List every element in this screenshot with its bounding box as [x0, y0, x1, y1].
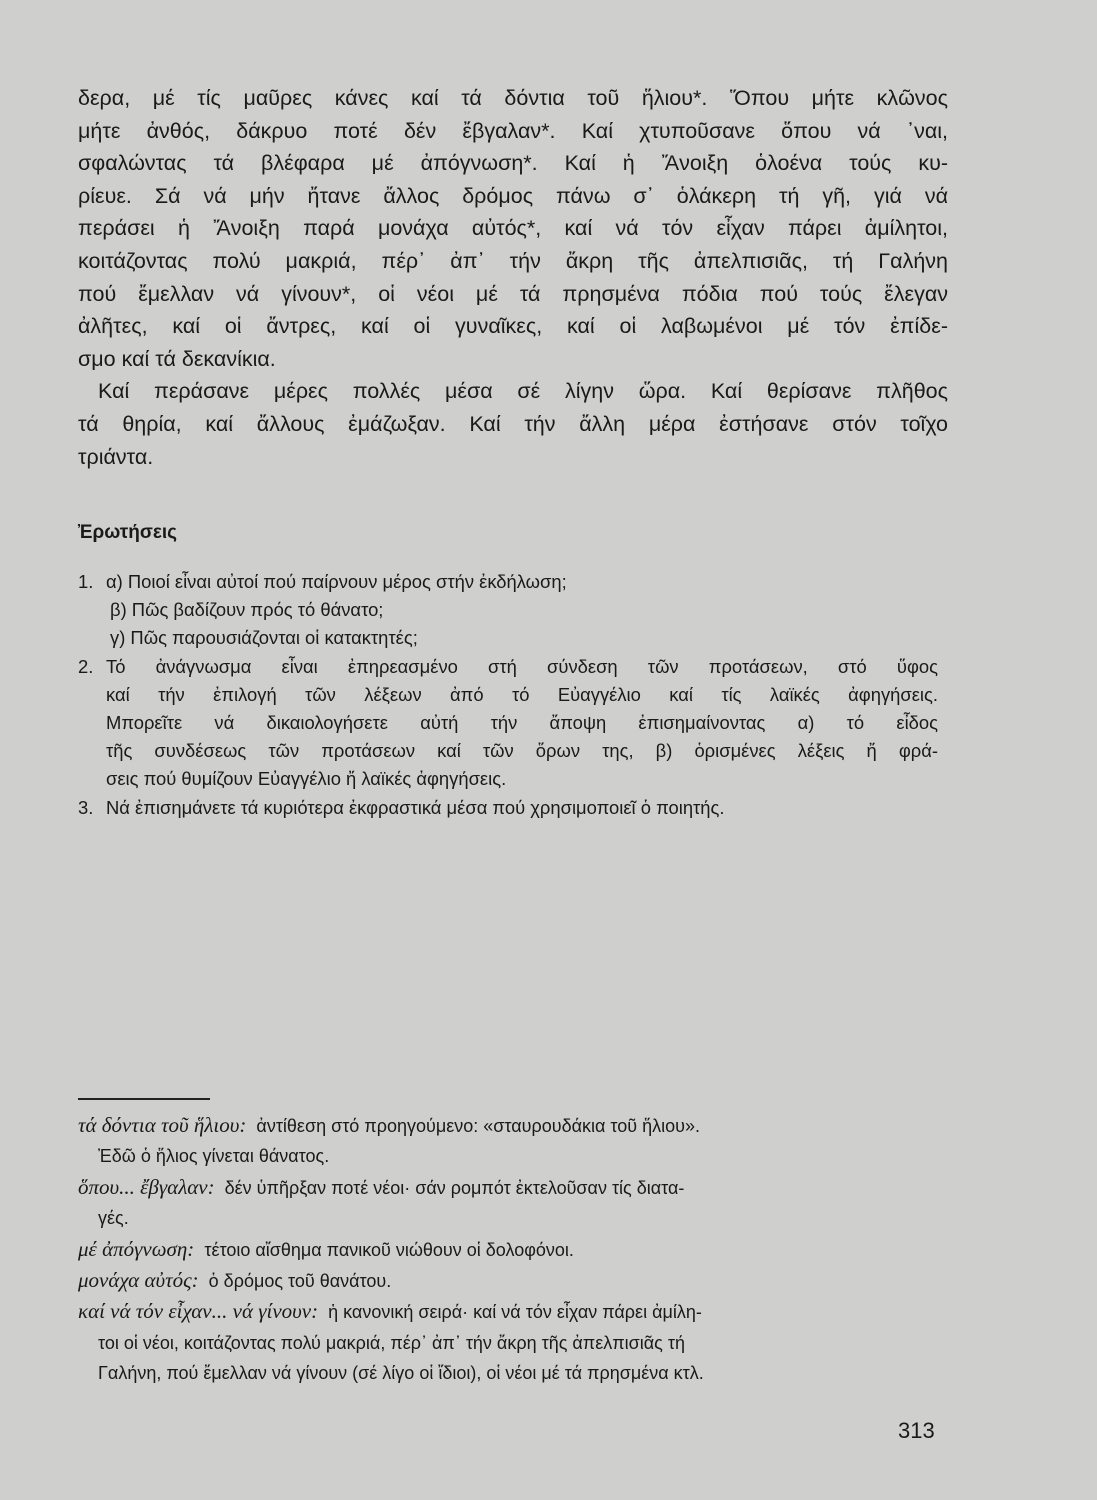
text-line: κοιτάζοντας πολύ μακριά, πέρ᾽ ἀπ᾽ τήν ἄκρη τῆς ἀπελπισιᾶς, τή Γαλήνη	[78, 248, 948, 273]
question-number: 3.	[78, 796, 94, 818]
text-line: ρίευε. Σά νά μήν ἤτανε ἄλλος δρόμος πάνω σ᾽ ὁλάκερη τή γῆ, γιά νά	[78, 183, 948, 208]
text-line: τά θηρία, καί ἄλλους ἐμάζωξαν. Καί τήν ἄλλη μέρα ἐστήσανε στόν τοῖχο	[78, 411, 948, 436]
footnote-term: μονάχα αὐτός:	[78, 1268, 199, 1293]
question-2-line: Μπορεῖτε νά δικαιολογήσετε αὐτή τήν ἄποψη ἐπισημαίνοντας α) τό εἶδος	[106, 712, 938, 734]
footnote-text: τέτοιο αἴσθημα πανικοῦ νιώθουν οἱ δολοφόνοι.	[204, 1239, 574, 1260]
text-line: πού ἔμελλαν νά γίνουν*, οἱ νέοι μέ τά πρησμένα πόδια πού τούς ἔλεγαν	[78, 281, 948, 306]
footnote	[78, 1172, 948, 1203]
footnote	[78, 1234, 948, 1265]
question-number: 2.	[78, 655, 94, 677]
question-2-line: σεις πού θυμίζουν Εὐαγγέλιο ἤ λαϊκές ἀφηγήσεις.	[106, 768, 507, 790]
footnote-text: τοι οἱ νέοι, κοιτάζοντας πολύ μακριά, πέρ᾽ ἀπ᾽ τήν ἄκρη τῆς ἀπελπισιᾶς τή	[98, 1332, 685, 1353]
question-2	[78, 653, 938, 681]
footnote-text: ἡ κανονική σειρά· καί νά τόν εἶχαν πάρει ἀμίλη-	[328, 1302, 702, 1323]
footnotes	[78, 1110, 948, 1389]
questions-heading: Ἐρωτήσεις	[78, 522, 178, 543]
text-line: τριάντα.	[78, 444, 154, 469]
question-2-line: Τό ἀνάγνωσμα εἶναι ἐπηρεασμένο στή σύνδεση τῶν προτάσεων, στό ὕφος	[106, 655, 938, 677]
footnote-text: Ἐδῶ ὁ ἥλιος γίνεται θάνατος.	[98, 1146, 330, 1167]
question-number: 1.	[78, 571, 94, 592]
footnote-text: Γαλήνη, πού ἔμελλαν νά γίνουν (σέ λίγο οἱ ἴδιοι), οἱ νέοι μέ τά πρησμένα κτλ.	[98, 1363, 704, 1384]
footnote-text: δέν ὑπῆρξαν ποτέ νέοι· σάν ρομπότ ἐκτελοῦσαν τίς διατα-	[224, 1177, 685, 1198]
text-line: σφαλώντας τά βλέφαρα μέ ἀπόγνωση*. Καί ἡ Ἄνοιξη ὁλοένα τούς κυ-	[78, 151, 948, 176]
question-1b: β) Πῶς βαδίζουν πρός τό θάνατο;	[110, 599, 384, 621]
text-line: μήτε ἀνθός, δάκρυο ποτέ δέν ἔβγαλαν*. Καί χτυποῦσανε ὅπου νά ᾽ναι,	[78, 118, 948, 143]
footnote-term: καί νά τόν εἶχαν... νά γίνουν:	[78, 1299, 319, 1324]
footnote	[78, 1265, 948, 1296]
question-3	[78, 794, 938, 822]
footnote-term: τά δόντια τοῦ ἥλιου:	[78, 1113, 247, 1137]
main-text	[78, 82, 948, 473]
question-2-line: καί τήν ἐπιλογή τῶν λέξεων ἀπό τό Εὐαγγέλιο καί τίς λαϊκές ἀφηγήσεις.	[106, 683, 938, 705]
text-line: ἀλῆτες, καί οἱ ἄντρες, καί οἱ γυναῖκες, καί οἱ λαβωμένοι μέ τόν ἐπίδε-	[78, 314, 948, 339]
footnote-divider	[78, 1098, 210, 1100]
footnote	[78, 1110, 948, 1141]
footnote-text: ὁ δρόμος τοῦ θανάτου.	[208, 1271, 392, 1292]
footnote-text: ἀντίθεση στό προηγούμενο: «σταυρουδάκια τοῦ ἥλιου».	[256, 1116, 700, 1136]
text-line: δερα, μέ τίς μαῦρες κάνες καί τά δόντια τοῦ ἥλιου*. Ὅπου μήτε κλῶνος	[78, 86, 948, 110]
text-line: περάσει ἡ Ἄνοιξη παρά μονάχα αὐτός*, καί νά τόν εἶχαν πάρει ἀμίλητοι,	[78, 216, 948, 241]
footnote-term: ὅπου... ἔβγαλαν:	[78, 1174, 215, 1199]
text-line: σμο καί τά δεκανίκια.	[78, 346, 276, 371]
page-number: 313	[898, 1418, 935, 1443]
question-3-text: Νά ἐπισημάνετε τά κυριότερα ἐκφραστικά μέσα πού χρησιμοποιεῖ ὁ ποιητής.	[106, 796, 725, 818]
question-2-line: τῆς συνδέσεως τῶν προτάσεων καί τῶν ὅρων της, β) ὁρισμένες λέξεις ἤ φρά-	[106, 740, 938, 762]
question-1	[78, 568, 938, 596]
text-line: Καί περάσανε μέρες πολλές μέσα σέ λίγην ὥρα. Καί θερίσανε πλῆθος	[98, 379, 948, 404]
footnote	[78, 1296, 948, 1327]
question-1c: γ) Πῶς παρουσιάζονται οἱ κατακτητές;	[110, 627, 418, 649]
question-1a: α) Ποιοί εἶναι αὐτοί πού παίρνουν μέρος στήν ἐκδήλωση;	[106, 571, 567, 592]
footnote-text: γές.	[98, 1208, 129, 1229]
footnote-term: μέ ἀπόγνωση:	[78, 1236, 195, 1261]
questions-list	[78, 568, 938, 822]
